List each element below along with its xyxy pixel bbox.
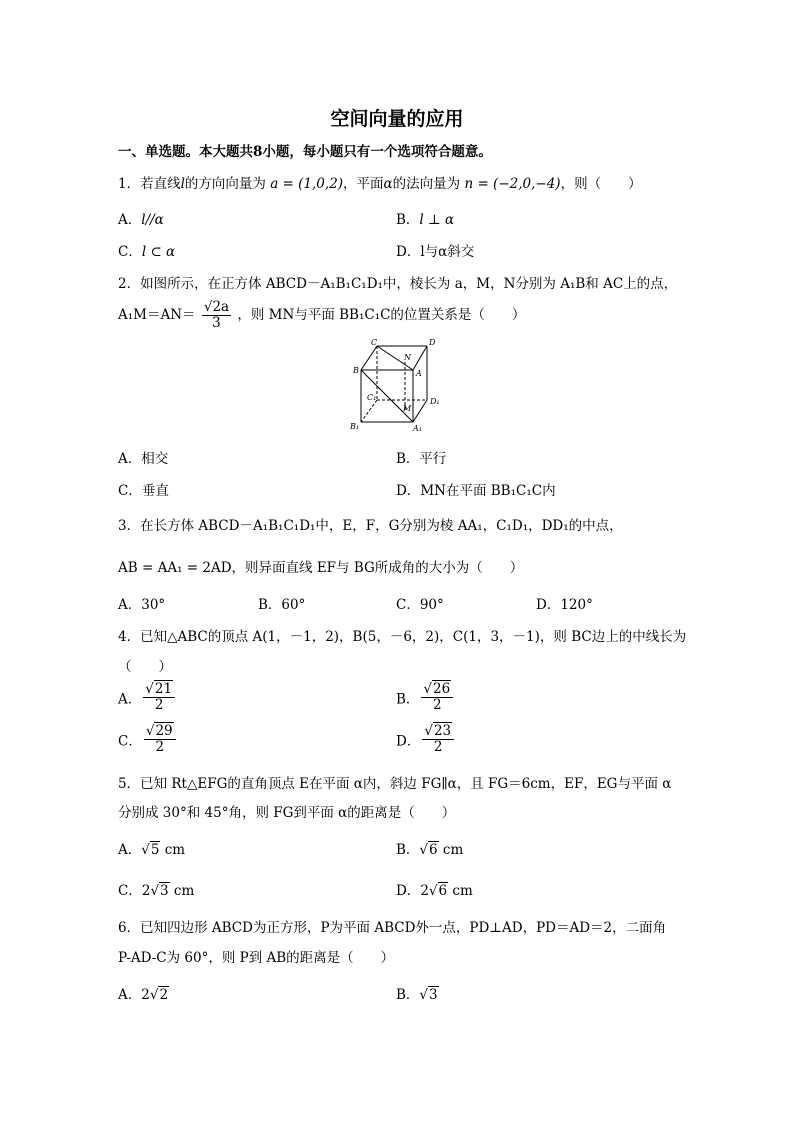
fig-label-c: C (371, 338, 378, 347)
q1-option-b-text: l ⊥ α (419, 212, 455, 228)
q1-option-d[interactable] (396, 240, 474, 260)
q1-vector-a: a = (1,0,2) (270, 176, 344, 192)
q5-option-b[interactable]: B．√6 cm (396, 842, 464, 858)
q2-option-b-label: B． (396, 451, 420, 467)
q1-alpha: α (383, 176, 393, 192)
q2-option-c[interactable] (118, 479, 169, 499)
q2-option-a[interactable] (118, 447, 168, 467)
fig-label-c1: C₁ (367, 393, 377, 402)
q3-option-d-text: 120° (560, 597, 593, 613)
q2-option-c-label: C． (118, 483, 142, 499)
q1-stem-c: ，平面 (343, 176, 384, 192)
q3-option-c-label: C． (396, 597, 420, 613)
q2-option-c-text: 垂直 (141, 483, 169, 499)
q3-option-b[interactable] (258, 593, 305, 613)
q5-option-d-rad: 6 (438, 883, 448, 899)
q6-line2: P-AD-C为 60°，则 P到 AB的距离是（ ） (118, 950, 395, 966)
q5-line2: 分别成 30°和 45°角，则 FG到平面 α的距离是（ ） (118, 805, 456, 821)
q5-option-a[interactable]: A．√5 cm (118, 842, 186, 858)
q6-option-a-label: A． (118, 987, 142, 1003)
fig-label-d1: D₁ (430, 397, 440, 406)
q2-fraction (202, 300, 231, 331)
q5-option-b-label: B． (396, 842, 420, 858)
q4-option-c-frac: $\frac{√29}{2}$ (144, 724, 176, 755)
q3-option-a-text: 30° (141, 597, 166, 613)
q5-option-d-label: D． (396, 883, 421, 899)
q3-option-a-label: A． (118, 597, 142, 613)
q4-option-b-frac: $\frac{√26}{2}$ (421, 682, 453, 713)
q4-option-b-label: B． (396, 691, 420, 708)
q2-option-d-label: D． (396, 483, 421, 499)
q5-option-c-label: C． (118, 883, 142, 899)
q4-option-b[interactable] (396, 682, 455, 713)
q6-option-b-rad: 3 (429, 987, 438, 1003)
fig-label-b: B (353, 366, 359, 375)
q5-line1: 5．已知 Rt△EFG的直角顶点 E在平面 α内，斜边 FG∥α，且 FG＝6cm，EF，EG与平面 α (118, 776, 672, 792)
q1-stem (118, 172, 642, 192)
q1-option-c-text: l ⊂ α (141, 244, 176, 260)
q5-option-a-label: A． (118, 842, 142, 858)
q1-l: l (180, 176, 185, 192)
q5-option-a-unit: cm (160, 842, 186, 858)
q6-option-a-coef: 2 (141, 987, 150, 1003)
q5-option-c-rad: 3 (160, 883, 169, 899)
q6-option-b-label: B． (396, 987, 420, 1003)
q4-option-a-den: 2 (154, 696, 164, 713)
q4-option-d-den: 2 (433, 738, 443, 755)
fig-label-a: A (416, 369, 422, 378)
q3-option-d[interactable] (536, 593, 593, 613)
q4-option-d-label: D． (396, 733, 421, 750)
q3-option-d-label: D． (536, 597, 561, 613)
q5-option-d-coef: 2 (420, 883, 429, 899)
q4-option-c-num: 29 (155, 723, 173, 739)
section-heading: 一、单选题。本大题共8小题，每小题只有一个选项符合题意。 (118, 144, 492, 160)
fig-label-a1: A₁ (413, 424, 422, 433)
q3-option-c-text: 90° (419, 597, 444, 613)
q2-frac-den: 3 (212, 314, 221, 331)
fig-label-b1: B₁ (350, 422, 360, 431)
q4-option-c-label: C． (118, 733, 142, 750)
q2-line2 (118, 300, 525, 331)
q3-line2: AB = AA₁ = 2AD，则异面直线 EF与 BG所成角的大小为（ ） (118, 560, 524, 576)
q1-option-a-label: A． (118, 212, 142, 228)
page-title: 空间向量的应用 (330, 108, 464, 130)
cube-figure (345, 338, 455, 434)
q4-line1: 4．已知△ABC的顶点 A(1，－1，2)，B(5，－6，2)，C(1，3，－1)，则 BC边上的中线长为 (118, 629, 687, 645)
q1-stem-b: 的方向向量为 (184, 176, 266, 192)
q2-option-b[interactable] (396, 447, 446, 467)
q5-option-b-unit: cm (438, 842, 464, 858)
q5-option-b-rad: 6 (429, 842, 438, 858)
q3-option-a[interactable] (118, 593, 165, 613)
q4-option-b-den: 2 (433, 696, 442, 713)
q1-vector-n: n = (−2,0,−4) (464, 176, 561, 192)
q5-option-c[interactable]: C．2√3 cm (118, 883, 195, 899)
q1-option-b-label: B． (396, 212, 420, 228)
q5-option-d[interactable]: D．2√6 cm (396, 883, 473, 899)
q1-option-c[interactable] (118, 240, 175, 260)
q1-option-a[interactable] (118, 208, 164, 228)
q5-option-d-unit: cm (448, 883, 473, 899)
q4-option-d-num: 23 (433, 723, 452, 739)
q2-option-b-text: 平行 (419, 451, 447, 467)
q3-line1: 3．在长方体 ABCD－A₁B₁C₁D₁中，E，F，G分别为棱 AA₁，C₁D₁，DD₁的中点， (118, 518, 623, 534)
q4-option-c[interactable] (118, 724, 178, 755)
q5-option-c-coef: 2 (141, 883, 151, 899)
q1-option-c-label: C． (118, 244, 142, 260)
q4-option-a-frac: $\frac{√21}{2}$ (143, 682, 175, 713)
q1-option-d-label: D． (396, 244, 421, 260)
q6-option-a[interactable]: A．2√2 (118, 987, 169, 1003)
q2-option-a-text: 相交 (141, 451, 169, 467)
q3-option-c[interactable] (396, 593, 444, 613)
q6-option-a-rad: 2 (159, 987, 169, 1003)
q4-option-a-num: 21 (154, 681, 173, 697)
q4-option-b-num: 26 (433, 681, 451, 697)
q1-option-b[interactable] (396, 208, 454, 228)
q1-stem-d: 的法向量为 (392, 176, 461, 192)
q5-option-a-rad: 5 (150, 842, 160, 858)
q2-eq-left: A₁M＝AN＝ (118, 306, 196, 323)
q2-option-d-text: MN在平面 BB₁C₁C内 (420, 483, 556, 499)
q1-stem-a: 1．若直线 (118, 176, 181, 192)
fig-label-d: D (429, 338, 436, 347)
q2-line1: 2．如图所示，在正方体 ABCD－A₁B₁C₁D₁中，棱长为 a，M，N分别为 A₁B和 AC上的点， (118, 276, 678, 292)
fig-label-m: M (403, 404, 412, 413)
q1-option-d-text: l与α斜交 (420, 244, 475, 260)
q4-option-c-den: 2 (155, 738, 165, 755)
q4-option-a[interactable] (118, 682, 177, 713)
q4-option-d[interactable] (396, 724, 456, 755)
q2-frac-num: √2a (203, 299, 230, 315)
q1-option-a-text: l//α (141, 212, 164, 228)
q2-eq-right: ，则 MN与平面 BB₁C₁C的位置关系是（ ） (237, 306, 526, 323)
q2-option-d[interactable] (396, 479, 556, 499)
q6-line1: 6．已知四边形 ABCD为正方形，P为平面 ABCD外一点，PD⊥AD，PD＝AD＝2，二面角 (118, 920, 667, 936)
q3-option-b-text: 60° (281, 597, 306, 613)
q4-option-a-label: A． (118, 691, 142, 708)
fig-label-n: N (404, 353, 411, 362)
q4-line2: （ ） (118, 659, 172, 675)
q2-option-a-label: A． (118, 451, 142, 467)
q1-stem-e: ，则（ ） (560, 176, 642, 192)
q3-option-b-label: B． (258, 597, 282, 613)
q5-option-c-unit: cm (169, 883, 195, 899)
q4-option-d-frac: $\frac{√23}{2}$ (422, 724, 454, 755)
q6-option-b[interactable]: B．√3 (396, 987, 438, 1003)
